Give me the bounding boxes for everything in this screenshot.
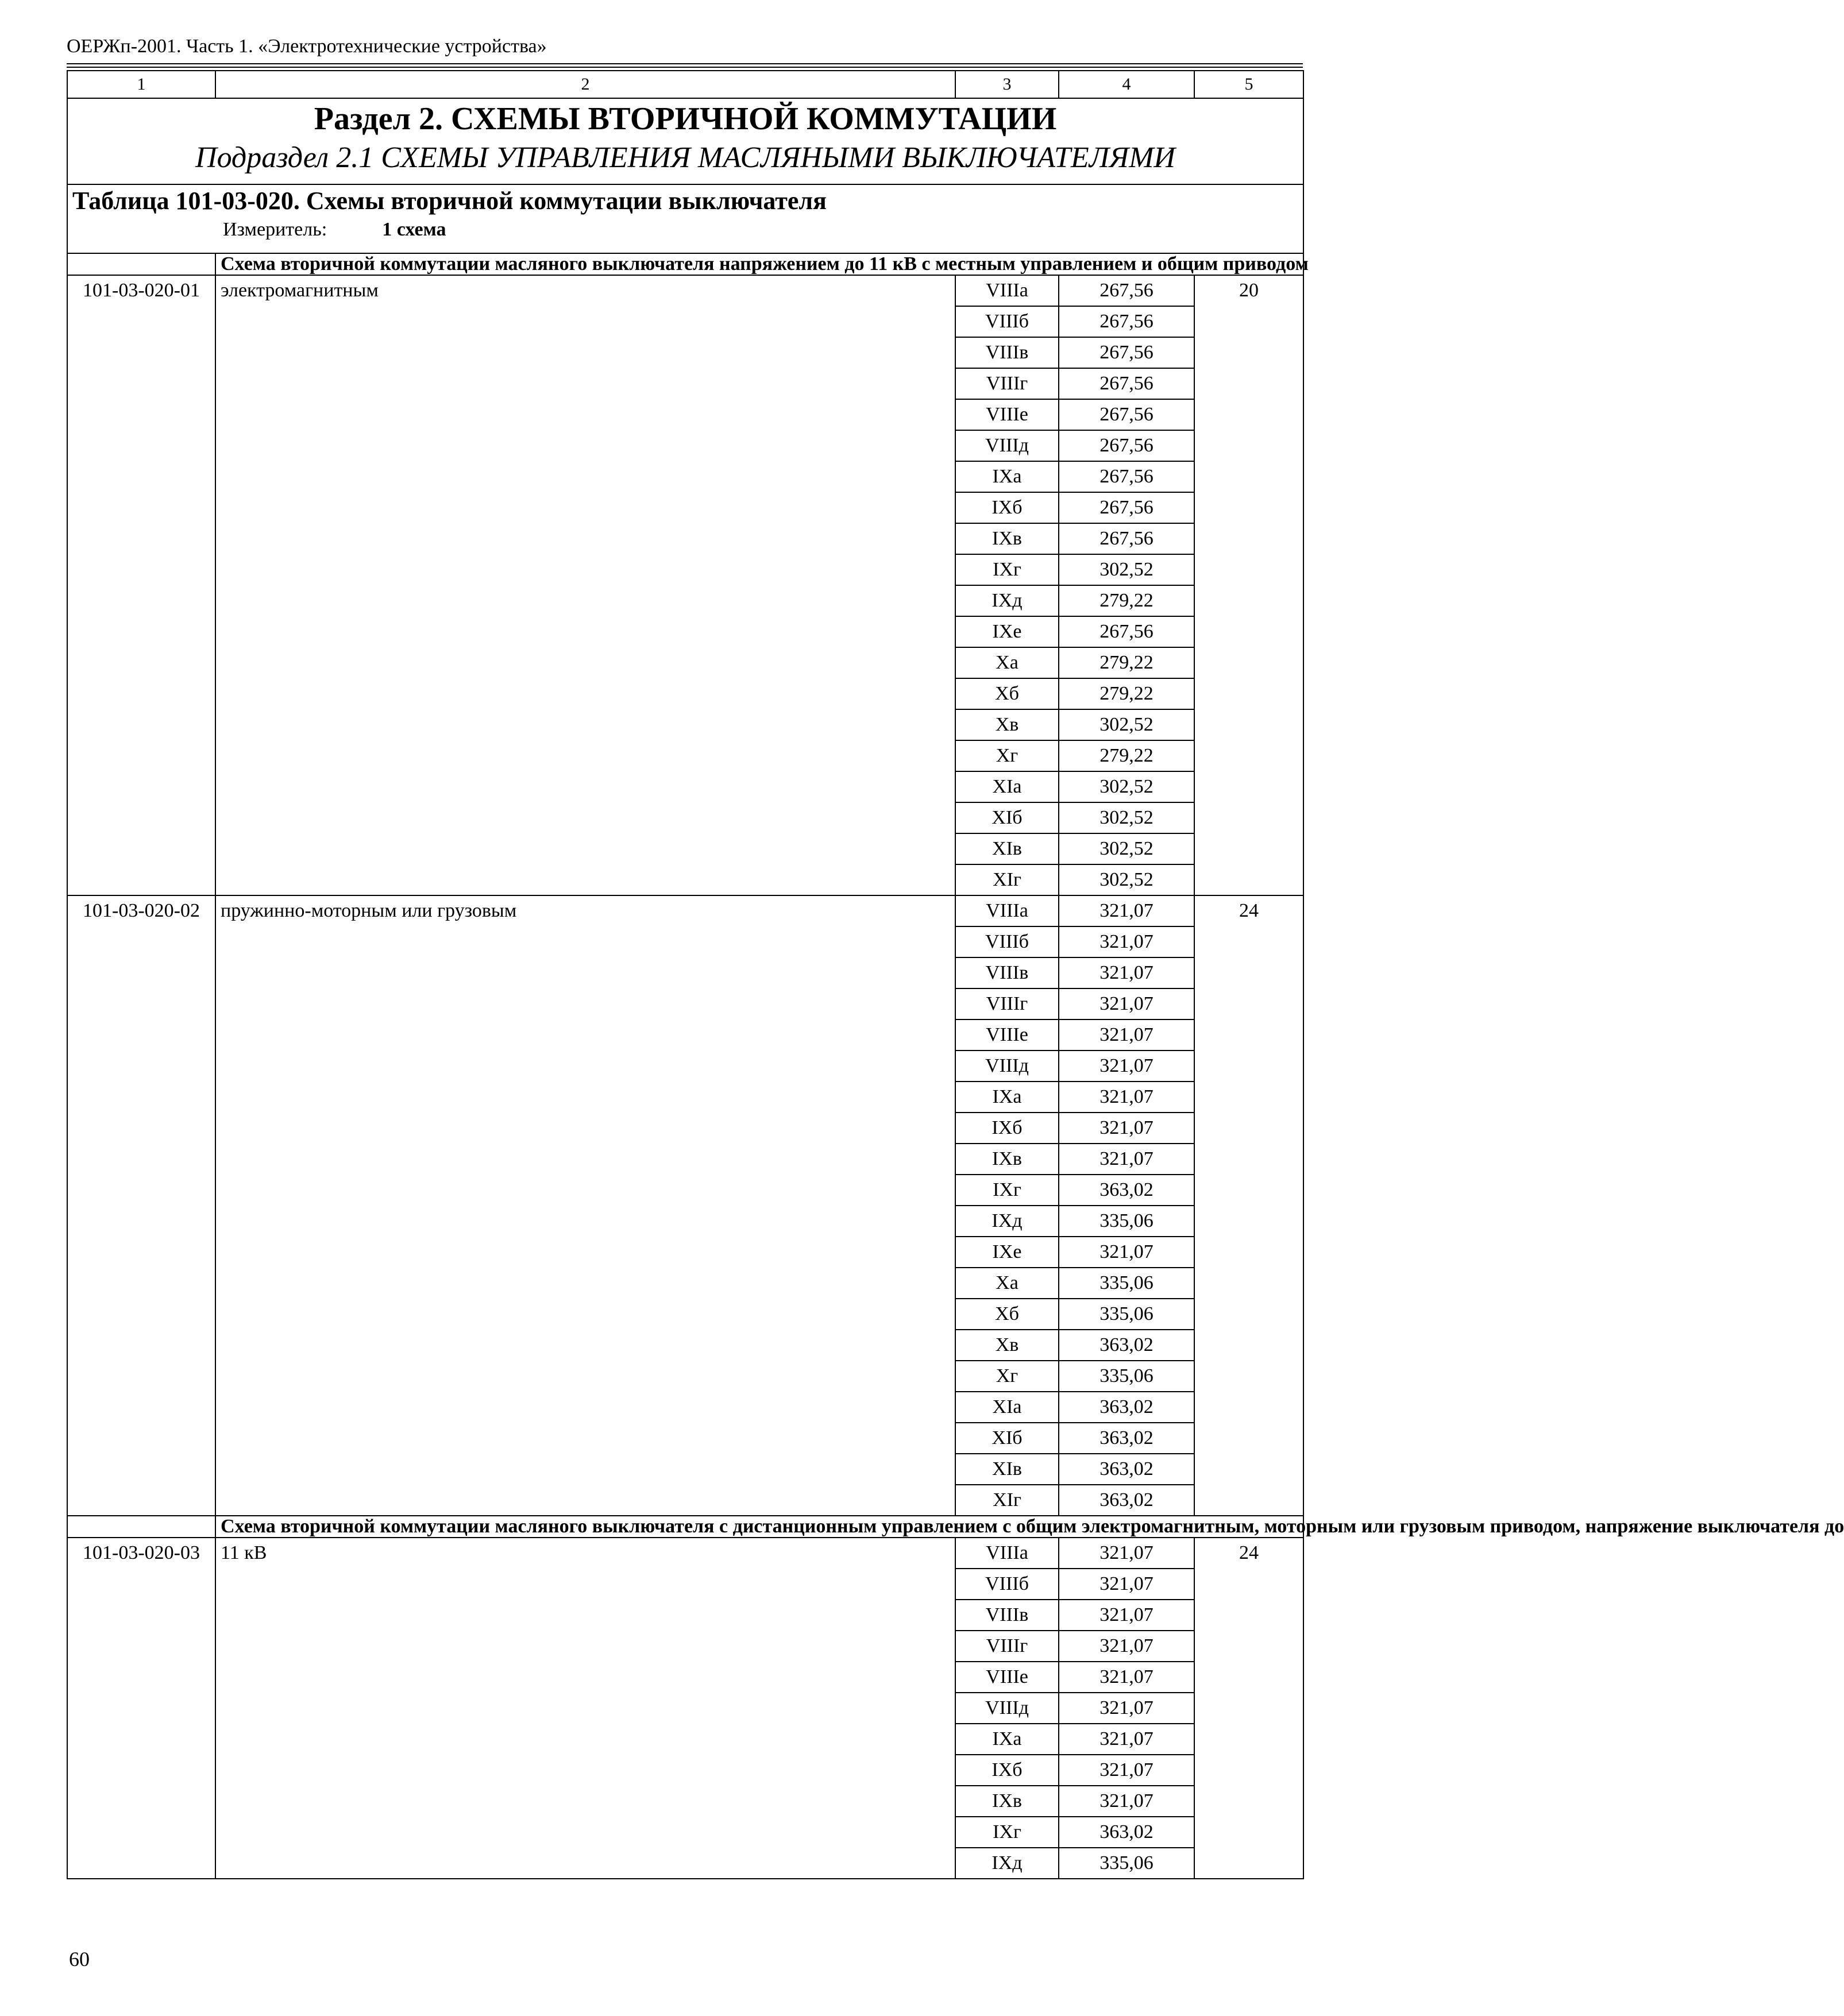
item-code: 101-03-020-03 [67,1538,215,1879]
value-cell: 321,07 [1059,1051,1194,1082]
value-cell: 267,56 [1059,492,1194,523]
category-cell: VIIIг [955,1631,1059,1662]
column-number-1: 1 [67,71,215,98]
section-cell [67,98,1303,184]
value-cell: 321,07 [1059,988,1194,1019]
category-cell: VIIIе [955,1662,1059,1693]
group-note: Схема вторичной коммутации масляного выключателя с дистанционным управлением с общим электромагнитным, моторным или грузовым приводом, напряжение выключателя до [215,1516,1303,1538]
group-note-blank [67,1516,215,1538]
value-cell: 321,07 [1059,1237,1194,1268]
category-cell: XIг [955,864,1059,895]
value-cell: 279,22 [1059,647,1194,678]
value-cell: 363,02 [1059,1817,1194,1848]
meter-value: 1 схема [382,219,446,240]
value-cell: 267,56 [1059,616,1194,647]
value-cell: 321,07 [1059,1538,1194,1569]
item-name: 11 кВ [215,1538,955,1879]
item-code: 101-03-020-01 [67,275,215,895]
value-cell: 335,06 [1059,1299,1194,1330]
category-cell: IXг [955,554,1059,585]
item-code: 101-03-020-02 [67,895,215,1516]
value-cell: 267,56 [1059,368,1194,399]
category-cell: IXа [955,1724,1059,1755]
table-row [67,1538,1303,1569]
category-cell: XIб [955,1423,1059,1454]
value-cell: 363,02 [1059,1392,1194,1423]
table-title-cell [67,184,1303,253]
category-cell: Xг [955,1361,1059,1392]
column-number-2: 2 [215,71,955,98]
value-cell: 363,02 [1059,1454,1194,1485]
table-body [67,71,1844,1879]
category-cell: VIIIе [955,1019,1059,1051]
value-cell: 321,07 [1059,1724,1194,1755]
category-cell: VIIIб [955,1569,1059,1600]
category-cell: IXа [955,1082,1059,1113]
category-cell: IXб [955,492,1059,523]
category-cell: VIIIв [955,337,1059,368]
item-units: 20 [1194,275,1303,895]
category-cell: VIIIа [955,1538,1059,1569]
category-cell: Xв [955,709,1059,740]
header-rule [67,63,1303,64]
category-cell: XIа [955,771,1059,802]
category-cell: IXг [955,1175,1059,1206]
value-cell: 335,06 [1059,1268,1194,1299]
value-cell: 302,52 [1059,554,1194,585]
category-cell: IXв [955,1144,1059,1175]
value-cell: 321,07 [1059,926,1194,957]
value-cell: 321,07 [1059,1144,1194,1175]
value-cell: 279,22 [1059,585,1194,616]
category-cell: XIв [955,1454,1059,1485]
category-cell: VIIIв [955,957,1059,988]
value-cell: 321,07 [1059,1082,1194,1113]
category-cell: VIIIа [955,275,1059,306]
category-cell: IXб [955,1113,1059,1144]
column-number-3: 3 [955,71,1059,98]
group-note-row [67,1516,1303,1538]
page-number: 60 [69,1948,90,1971]
category-cell: VIIIг [955,368,1059,399]
category-cell: XIа [955,1392,1059,1423]
category-cell: IXд [955,585,1059,616]
category-cell: VIIIг [955,988,1059,1019]
category-cell: VIIIб [955,926,1059,957]
item-name: электромагнитным [215,275,955,895]
value-cell: 335,06 [1059,1361,1194,1392]
category-cell: VIIIд [955,1051,1059,1082]
category-cell: Xб [955,1299,1059,1330]
value-cell: 321,07 [1059,1631,1194,1662]
subsection-title: Подраздел 2.1 СХЕМЫ УПРАВЛЕНИЯ МАСЛЯНЫМИ ВЫКЛЮЧАТЕЛЯМИ [195,141,1175,174]
category-cell: Xг [955,740,1059,771]
value-cell: 302,52 [1059,833,1194,864]
table-title: Таблица 101-03-020. Схемы вторичной коммутации выключателя [72,187,827,215]
category-cell: XIб [955,802,1059,833]
category-cell: XIв [955,833,1059,864]
item-units: 24 [1194,1538,1303,1879]
category-cell: IXв [955,1786,1059,1817]
value-cell: 321,07 [1059,1600,1194,1631]
value-cell: 321,07 [1059,1662,1194,1693]
category-cell: VIIIа [955,895,1059,926]
header-rule-secondary [67,67,1303,68]
value-cell: 321,07 [1059,957,1194,988]
meter-line [223,217,1298,242]
value-cell: 267,56 [1059,399,1194,430]
item-units: 24 [1194,895,1303,1516]
table-row [67,895,1303,926]
value-cell: 321,07 [1059,1113,1194,1144]
running-head: ОЕРЖп-2001. Часть 1. «Электротехнические устройства» [67,36,547,57]
value-cell: 267,56 [1059,337,1194,368]
category-cell: XIг [955,1485,1059,1516]
category-cell: IXа [955,461,1059,492]
category-cell: Xа [955,1268,1059,1299]
category-cell: IXд [955,1848,1059,1879]
value-cell: 267,56 [1059,430,1194,461]
category-cell: IXб [955,1755,1059,1786]
value-cell: 363,02 [1059,1423,1194,1454]
table-title-row [67,184,1303,253]
section-title: Раздел 2. СХЕМЫ ВТОРИЧНОЙ КОММУТАЦИИ [314,101,1057,137]
value-cell: 321,07 [1059,1786,1194,1817]
value-cell: 321,07 [1059,1755,1194,1786]
category-cell: VIIIб [955,306,1059,337]
column-number-row [67,71,1303,98]
meter-label: Измеритель: [223,219,327,240]
value-cell: 335,06 [1059,1206,1194,1237]
item-name: пружинно-моторным или грузовым [215,895,955,1516]
category-cell: IXе [955,1237,1059,1268]
value-cell: 302,52 [1059,802,1194,833]
section-row [67,98,1303,184]
column-number-4: 4 [1059,71,1194,98]
value-cell: 302,52 [1059,709,1194,740]
category-cell: IXв [955,523,1059,554]
group-note: Схема вторичной коммутации масляного выключателя напряжением до 11 кВ с местным управлением и общим приводом [215,253,1303,275]
value-cell: 267,56 [1059,275,1194,306]
category-cell: IXе [955,616,1059,647]
value-cell: 267,56 [1059,523,1194,554]
table-row [67,275,1303,306]
category-cell: VIIIв [955,1600,1059,1631]
category-cell: Xб [955,678,1059,709]
rates-table [67,70,1844,1879]
category-cell: Xа [955,647,1059,678]
category-cell: VIIIд [955,430,1059,461]
value-cell: 335,06 [1059,1848,1194,1879]
column-number-5: 5 [1194,71,1303,98]
group-note-row [67,253,1303,275]
value-cell: 279,22 [1059,740,1194,771]
category-cell: Xв [955,1330,1059,1361]
value-cell: 279,22 [1059,678,1194,709]
value-cell: 267,56 [1059,461,1194,492]
value-cell: 321,07 [1059,1693,1194,1724]
value-cell: 302,52 [1059,771,1194,802]
value-cell: 363,02 [1059,1330,1194,1361]
value-cell: 321,07 [1059,1569,1194,1600]
category-cell: IXг [955,1817,1059,1848]
category-cell: VIIIе [955,399,1059,430]
category-cell: VIIIд [955,1693,1059,1724]
value-cell: 363,02 [1059,1175,1194,1206]
category-cell: IXд [955,1206,1059,1237]
value-cell: 363,02 [1059,1485,1194,1516]
group-note-blank [67,253,215,275]
value-cell: 321,07 [1059,895,1194,926]
value-cell: 302,52 [1059,864,1194,895]
value-cell: 321,07 [1059,1019,1194,1051]
value-cell: 267,56 [1059,306,1194,337]
